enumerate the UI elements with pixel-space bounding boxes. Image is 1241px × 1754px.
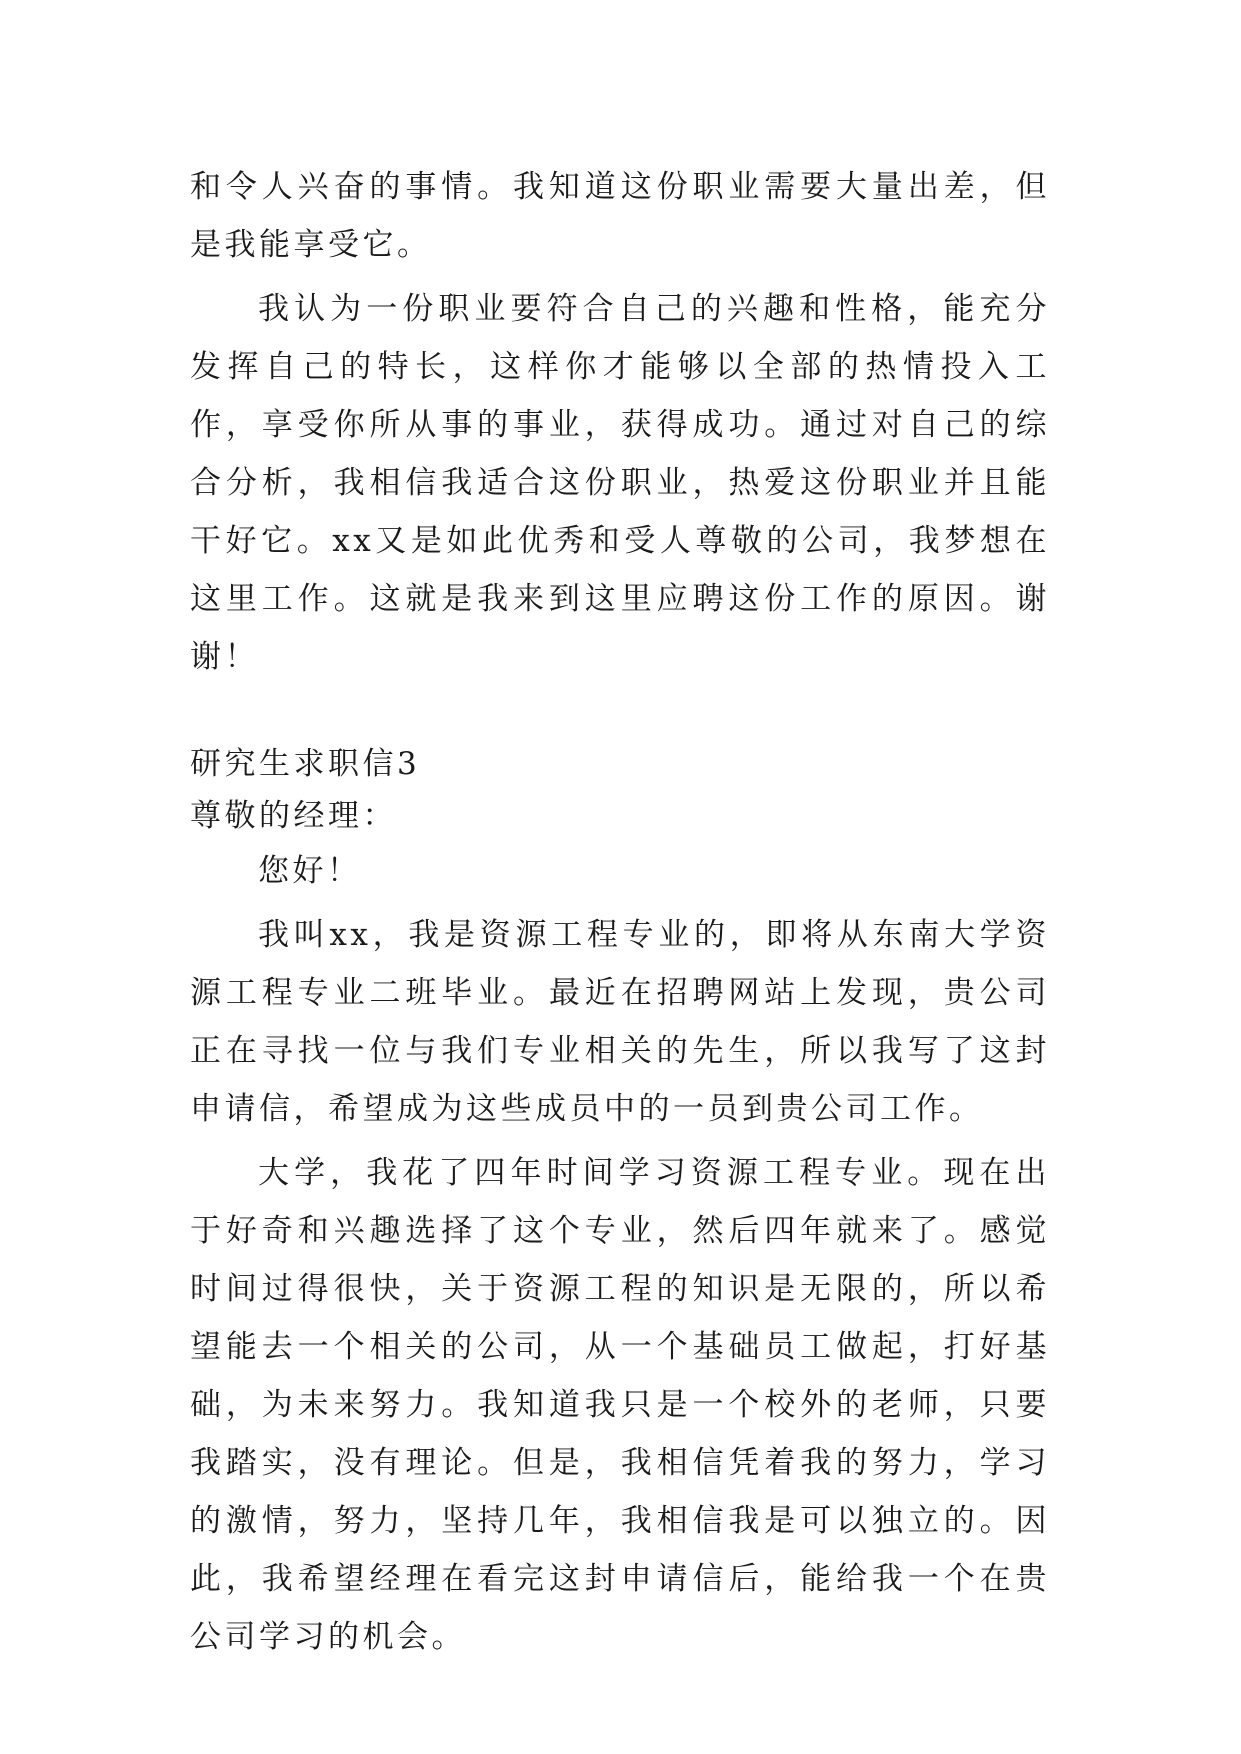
letter-paragraph-2: 大学，我花了四年时间学习资源工程专业。现在出于好奇和兴趣选择了这个专业，然后四年就来了。感觉时间过得很快，关于资源工程的知识是无限的，所以希望能去一个相关的公司，从一个基础员工做起，打好基础，为未来努力。我知道我只是一个校外的老师，只要我踏实，没有理论。但是，我相信凭着我的努力，学习的激情，努力，坚持几年，我相信我是可以独立的。因此，我希望经理在看完这封申请信后，能给我一个在贵公司学习的机会。	[190, 1155, 1050, 1655]
continuation-paragraph-1: 和令人兴奋的事情。我知道这份职业需要大量出差，但是我能享受它。	[190, 169, 1050, 263]
document-body	[190, 158, 1050, 1672]
letter-salutation: 尊敬的经理：	[190, 798, 397, 834]
letter-title: 研究生求职信3	[190, 746, 421, 782]
section-gap	[190, 692, 1050, 738]
letter-paragraph-1: 我叫xx，我是资源工程专业的，即将从东南大学资源工程专业二班毕业。最近在招聘网站上发现，贵公司正在寻找一位与我们专业相关的先生，所以我写了这封申请信，希望成为这些成员中的一员到贵公司工作。	[190, 917, 1050, 1127]
letter-greeting: 您好！	[258, 853, 362, 889]
continuation-paragraph-2: 我认为一份职业要符合自己的兴趣和性格，能充分发挥自己的特长，这样你才能够以全部的热情投入工作，享受你所从事的事业，获得成功。通过对自己的综合分析，我相信我适合这份职业，热爱这份职业并且能干好它。xx又是如此优秀和受人尊敬的公司，我梦想在这里工作。这就是我来到这里应聘这份工作的原因。谢谢！	[190, 291, 1050, 675]
